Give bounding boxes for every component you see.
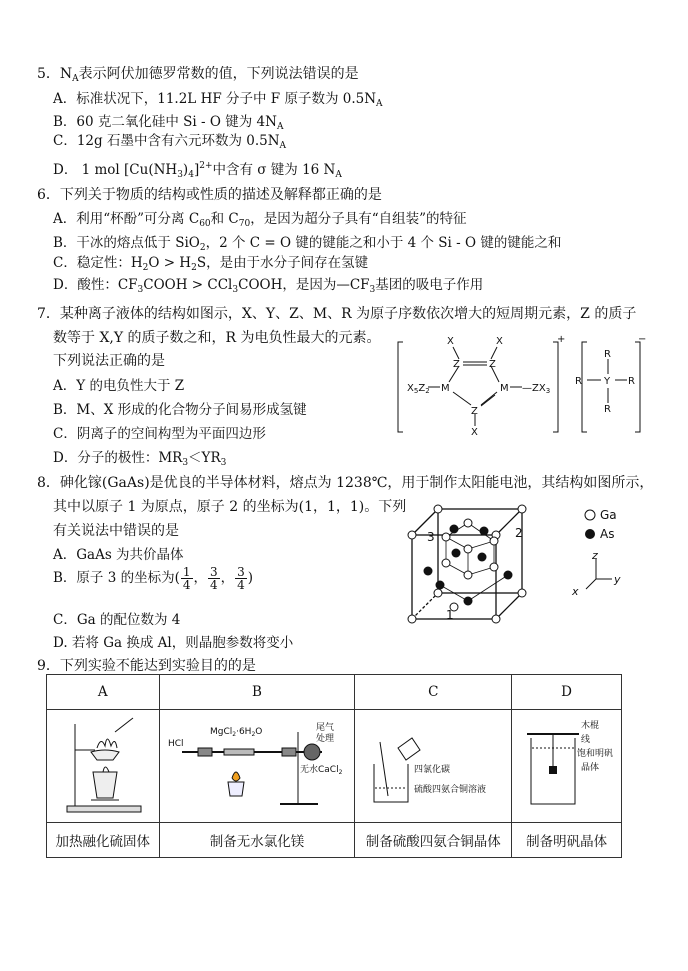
q7-stem-line3: 下列说法正确的是 — [53, 353, 165, 369]
c-solution-label: 硫酸四氨合铜溶液 — [414, 785, 487, 795]
d-stick-label: 木棍 — [580, 721, 599, 731]
b-tail-gas-label-2: 处理 — [315, 734, 334, 744]
fig7-m-right: M — [500, 383, 509, 394]
fig7-left-group: $X_5Z_2$ — [407, 383, 430, 395]
q7-option-a: A．Y 的电负性大于 Z — [53, 378, 185, 394]
q8-option-a: A．GaAs 为共价晶体 — [53, 547, 184, 563]
d-crystal-label: 晶体 — [580, 763, 599, 773]
atom-label-2: 2 — [515, 526, 523, 540]
q8-stem-line2: 其中以原子 1 为原点，原子 2 的坐标为(1，1，1)。下列 — [53, 499, 407, 515]
caption-b: 制备无水氯化镁 — [159, 823, 355, 858]
q5-option-a: A．标准状况下，11.2L HF 分子中 F 原子数为 $0.5N_A$ — [53, 91, 383, 109]
q5-option-d: D． 1 mol $[Cu(NH_3)_4]^{2+}$中含有 σ 键为 16 $N_A$ — [53, 161, 342, 180]
fig7-m-left: M — [441, 383, 450, 394]
q6-option-b: B．干冰的熔点低于 SiO$_2$，2 个 C = O 键的键能之和小于 4 个 Si - O 键的键能之和 — [53, 235, 562, 253]
fig7-y-center: Y — [604, 376, 611, 387]
fig7-r-left: R — [575, 376, 582, 387]
axis-x-label: x — [572, 585, 579, 598]
q8-stem-line1: 8．砷化镓(GaAs)是优良的半导体材料，熔点为 1238℃，用于制作太阳能电池，其结构如图所示， — [37, 475, 654, 491]
legend-ga-marker — [585, 510, 595, 520]
atom-label-3: 3 — [427, 530, 435, 544]
d-thread-label: 线 — [580, 735, 590, 745]
apparatus-d-alum-crystal — [515, 712, 619, 816]
q5-stem: 5．$N_A$表示阿伏加德罗常数的值，下列说法错误的是 — [37, 66, 359, 84]
q8-option-b: B．原子 3 的坐标为( $\frac{1}{4}$ ， $\frac{3}{4}$ ， $\frac{3}{4}$ ) — [53, 565, 254, 592]
fig7-x-top-left: X — [447, 336, 454, 347]
apparatus-c-cell — [355, 710, 512, 823]
fig7-x-top-right: X — [496, 336, 503, 347]
apparatus-b-anhydrous-mgcl2 — [162, 712, 352, 816]
fig7-r-bottom: R — [604, 404, 611, 415]
caption-d: 制备明矾晶体 — [512, 823, 622, 858]
q7-option-b: B．M、X 形成的化合物分子间易形成氢键 — [53, 402, 307, 418]
caption-c: 制备硫酸四氨合铜晶体 — [355, 823, 512, 858]
apparatus-c-copper-ammine — [358, 712, 508, 816]
q9-stem: 9．下列实验不能达到实验目的的是 — [37, 658, 256, 674]
axis-z-label: z — [592, 549, 598, 562]
apparatus-d-cell — [512, 710, 622, 823]
q6-option-c: C．稳定性：$H_2O > H_2S$，是由于水分子间存在氢键 — [53, 255, 369, 273]
apparatus-b-cell — [159, 710, 355, 823]
fig7-right-group: $—ZX_3$ — [522, 383, 551, 395]
q5-option-c: C．12g 石墨中含有六元环数为 $0.5N_A$ — [53, 133, 287, 151]
q8-option-c: C．Ga 的配位数为 4 — [53, 612, 181, 628]
fig7-r-right: R — [628, 376, 635, 387]
q8-option-d: D. 若将 Ga 换成 Al，则晶胞参数将变小 — [53, 635, 294, 651]
header-c: C — [355, 675, 512, 710]
b-tail-gas-label-1: 尾气 — [315, 723, 334, 733]
legend-ga-label: Ga — [600, 508, 617, 522]
q7-option-d: D．分子的极性：$MR_3<YR_3$ — [53, 450, 227, 468]
q7-stem-line2: 数等于 X,Y 的质子数之和，R 为电负性最大的元素。 — [53, 330, 381, 346]
experiment-table — [46, 674, 622, 858]
fig7-z-bottom: Z — [471, 406, 478, 417]
header-a: A — [47, 675, 160, 710]
fig7-z-right: Z — [489, 359, 496, 370]
fig7-plus-charge: + — [557, 334, 566, 345]
legend-as-label: As — [600, 527, 615, 541]
ionic-liquid-structure-figure — [395, 332, 645, 442]
caption-a: 加热融化硫固体 — [47, 823, 160, 858]
atom-label-1: 1 — [446, 608, 454, 622]
q7-stem-line1: 7．某种离子液体的结构如图示，X、Y、Z、M、R 为原子序数依次增大的短周期元素，Z 的质子 — [37, 306, 637, 322]
axis-y-label: y — [614, 573, 621, 586]
legend-as-marker — [585, 529, 595, 539]
q6-stem: 6．下列关于物质的结构或性质的描述及解释都正确的是 — [37, 187, 382, 203]
fig7-z-left: Z — [453, 359, 460, 370]
b-cacl2-label: 无水CaCl$_2$ — [299, 765, 343, 776]
header-b: B — [159, 675, 355, 710]
fig7-minus-charge: − — [638, 334, 647, 345]
fig7-x-bottom: X — [471, 427, 478, 438]
b-mgcl2-label: $MgCl_2\cdot 6H_2O$ — [209, 727, 263, 738]
apparatus-a-heating-sulfur — [53, 712, 153, 816]
q6-option-a: A．利用“杯酚”可分离 $C_{60}$和 $C_{70}$，是因为超分子具有“自组装”的特征 — [53, 211, 467, 229]
b-hcl-label: HCl — [167, 739, 184, 749]
d-saturated-label: 饱和明矾 — [576, 749, 613, 759]
axis-indicator — [586, 559, 612, 589]
q6-option-d: D．酸性：$CF_3COOH$ > CCl$_3$COOH，是因为$—CF_3$基团的吸电子作用 — [53, 277, 484, 295]
apparatus-a-cell — [47, 710, 160, 823]
q5-option-b: B．60 克二氧化硅中 Si - O 键为 $4N_A$ — [53, 114, 284, 132]
q8-stem-line3: 有关说法中错误的是 — [53, 523, 179, 539]
q7-option-c: C．阴离子的空间构型为平面四边形 — [53, 426, 266, 442]
header-d: D — [512, 675, 622, 710]
fig7-r-top: R — [604, 349, 611, 360]
gaas-unit-cell-figure — [400, 497, 650, 631]
c-ccl4-label: 四氯化碳 — [414, 765, 451, 775]
